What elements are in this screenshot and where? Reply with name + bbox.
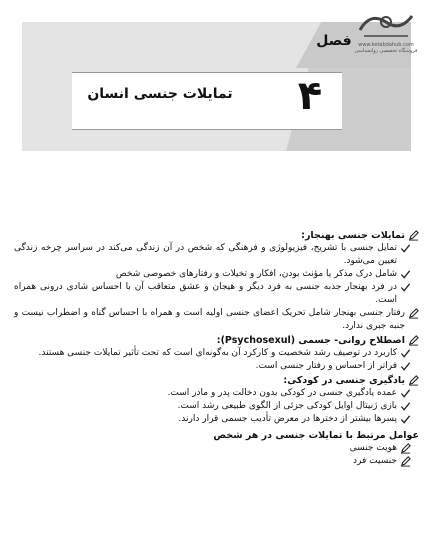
pencil-icon <box>408 308 419 319</box>
section-paragraph: رفتار جنسی بهنجار شامل تحریک اعضای جنسی اولیه است و همراه با احساس گناه و اضطراب نیست و جنبه جبری ندارد. <box>14 308 405 331</box>
check-icon <box>400 243 411 254</box>
pencil-icon <box>408 230 419 241</box>
list-item-text: فراتر از احساس و رفتار جنسی است. <box>255 361 397 371</box>
check-icon <box>400 401 411 412</box>
publisher-logo <box>350 8 422 64</box>
list-item <box>14 281 419 307</box>
list-item <box>14 242 419 268</box>
chapter-title: تمایلات جنسی انسان <box>87 86 233 102</box>
section <box>14 307 419 333</box>
check-icon <box>400 388 411 399</box>
list-item <box>14 387 419 400</box>
list-item-text: پسرها بیشتر از دخترها در معرض تأدیب جسمی قرار دارند. <box>178 414 397 424</box>
pencil-icon <box>408 375 419 386</box>
list-item-text: در فرد بهنجار جذبه جنسی به فرد دیگر و هیجان و عشق متعاقب آن با احساس شادی درونی همراه است. <box>14 282 397 305</box>
list-item-text: جنسیت فرد <box>353 456 397 466</box>
logo-site: www.ketabdahub.com <box>358 42 414 48</box>
list-item-text: هویت جنسی <box>349 443 397 453</box>
section <box>14 334 419 373</box>
pencil-icon <box>400 443 411 454</box>
list-item <box>14 455 419 468</box>
check-icon <box>400 414 411 425</box>
check-icon <box>400 282 411 293</box>
chapter-content <box>14 228 419 468</box>
section-heading: عوامل مرتبط با تمایلات جنسی در هر شخص <box>213 430 419 441</box>
list-item <box>14 347 419 360</box>
section-heading: یادگیری جنسی در کودکی: <box>283 375 405 386</box>
section <box>14 374 419 426</box>
section-heading: تمایلات جنسی بهنجار: <box>301 230 405 241</box>
pencil-icon <box>400 456 411 467</box>
chapter-number: ۴ <box>297 73 323 119</box>
list-item-text: تمایل جنسی با تشریح، فیزیولوژی و فرهنگی که شخص در آن زندگی می‌کند در سراسر چرخه زندگی تعیین می‌شود. <box>14 243 397 266</box>
list-item-text: کاربرد در توصیف رشد شخصیت و کارکرد آن به‌گونه‌ای است که تحت تأثیر تمایلات جنسی هستند. <box>38 348 397 358</box>
check-icon <box>400 361 411 372</box>
list-item <box>14 400 419 413</box>
pencil-icon <box>408 335 419 346</box>
section-heading: اصطلاح روانی- جسمی (Psychosexul): <box>216 335 405 346</box>
section <box>14 229 419 307</box>
list-item-text: شامل درک مذکر یا مؤنث بودن، افکار و تخیلات و رفتارهای خصوصی شخص <box>115 269 397 279</box>
list-item <box>14 268 419 281</box>
list-item <box>14 360 419 373</box>
list-item-text: عمده یادگیری جنسی در کودکی بدون دخالت پدر و مادر است. <box>167 388 397 398</box>
chapter-label: فصل <box>316 33 352 49</box>
publisher-logo-icon <box>350 8 422 42</box>
list-item <box>14 413 419 426</box>
logo-tagline: فروشگاه تخصصی روانشناسی <box>354 48 418 54</box>
check-icon <box>400 269 411 280</box>
section <box>14 429 419 468</box>
list-item-text: بازی ژنیتال اوایل کودکی جزئی از الگوی طبیعی رشد است. <box>177 401 397 411</box>
check-icon <box>400 348 411 359</box>
list-item <box>14 442 419 455</box>
